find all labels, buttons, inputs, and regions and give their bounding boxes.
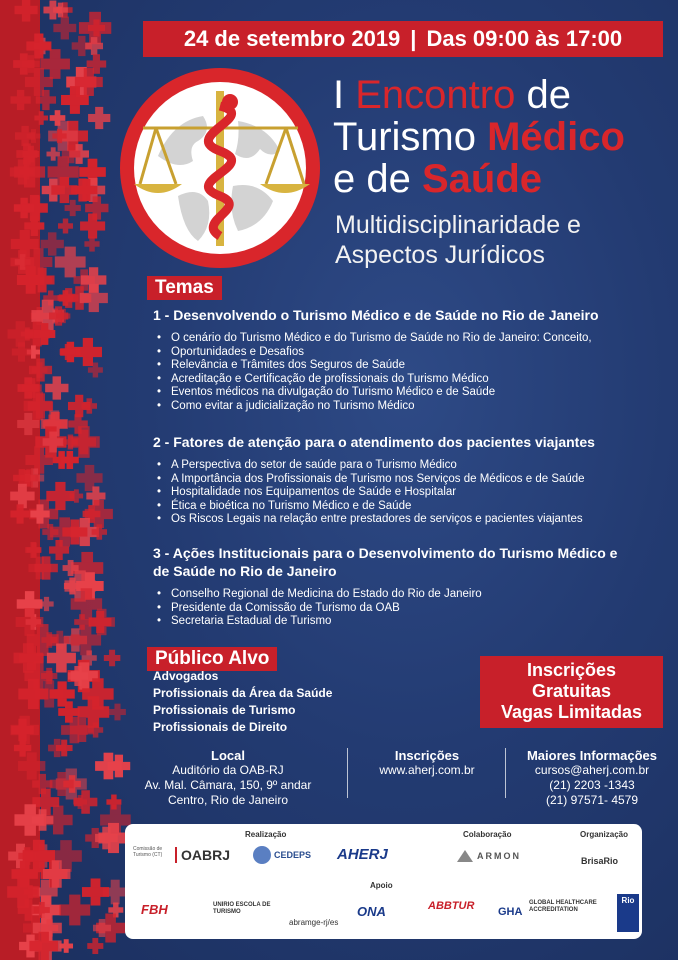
info-mais [512, 748, 672, 808]
cedeps-logo [253, 846, 311, 864]
date-separator: | [410, 26, 417, 51]
date-banner [143, 21, 663, 57]
cross-icon [39, 597, 53, 611]
info-mais-phone: (21) 2203 -1343 [549, 778, 635, 792]
topic-3-item: • Presidente da Comissão de Turismo da OAB [171, 602, 653, 616]
cross-icon [109, 704, 126, 721]
info-inscricoes-link[interactable]: www.aherj.com.br [379, 763, 475, 777]
topic-1-item: • O cenário do Turismo Médico e do Turismo de Saúde no Rio de Janeiro: Conceito, [171, 332, 653, 346]
topic-1-item: • Como evitar a judicialização no Turismo Médico [171, 400, 653, 414]
cross-icon [84, 236, 99, 251]
gha-text: GLOBAL HEALTHCARE ACCREDITATION [529, 900, 597, 913]
registration-box [480, 656, 663, 728]
oabrj-logo-text: OABRJ [181, 847, 231, 863]
cross-icon [80, 213, 105, 238]
caduceus-scales-emblem [118, 66, 323, 271]
abbtur-logo: ABBTUR [428, 900, 475, 912]
info-local-head: Local [211, 748, 245, 763]
topic-1-heading: 1 - Desenvolvendo o Turismo Médico e de Saúde no Rio de Janeiro [153, 307, 599, 323]
info-divider [505, 748, 506, 798]
title-encontro: Encontro [355, 73, 516, 117]
temas-label: Temas [147, 276, 222, 300]
subtitle-line-1: Multidisciplinaridade e [335, 211, 581, 239]
info-divider [347, 748, 348, 798]
topic-2-item: • A Perspectiva do setor de saúde para o Turismo Médico [171, 459, 653, 473]
unirio-logo: UNIRIO ESCOLA DE TURISMO [213, 902, 271, 915]
topic-2-item: • A Importância dos Profissionais de Turismo nos Serviços de Médicos e de Saúde [171, 473, 653, 487]
topic-3-item: • Conselho Regional de Medicina do Estado do Rio de Janeiro [171, 588, 653, 602]
aherj-logo: AHERJ [337, 846, 388, 863]
info-mais-email[interactable]: cursos@aherj.com.br [534, 763, 650, 777]
cross-icon [59, 895, 90, 926]
title-roman: I [333, 73, 345, 117]
cross-icon [53, 17, 76, 40]
event-subtitle [335, 210, 675, 270]
info-mais-head: Maiores Informações [526, 748, 658, 763]
topic-2 [153, 433, 653, 527]
rio-logo: Rio [617, 894, 639, 932]
registration-line: Inscrições [526, 660, 617, 680]
topic-1-item: • Acreditação e Certificação de profissionais do Turismo Médico [171, 373, 653, 387]
cedeps-symbol-icon [253, 846, 271, 864]
event-date: 24 de setembro 2019 [183, 26, 401, 51]
audience-list [153, 668, 403, 736]
cross-icon [45, 376, 68, 399]
event-time: Das 09:00 às 17:00 [426, 26, 623, 51]
cross-icon [82, 878, 109, 905]
info-inscricoes-head: Inscrições [394, 748, 460, 763]
title-saude: Saúde [421, 157, 543, 201]
audience-item: Profissionais de Turismo [153, 703, 296, 717]
title-turismo: Turismo [333, 115, 476, 159]
info-local-line: Centro, Rio de Janeiro [167, 793, 289, 807]
gha-logo: GHA [498, 906, 523, 918]
topic-2-heading: 2 - Fatores de atenção para o atendimento dos pacientes viajantes [153, 434, 595, 450]
colaboracao-label: Colaboração [463, 830, 512, 839]
info-local-line: Av. Mal. Câmara, 150, 9º andar [144, 778, 312, 792]
title-e-de: e de [333, 157, 411, 201]
audience-item: Profissionais de Direito [153, 720, 288, 734]
info-local-line: Auditório da OAB-RJ [172, 763, 284, 777]
oab-commission-logo: Comissão de Turismo (CT) [133, 846, 163, 858]
topic-2-item: • Hospitalidade nos Equipamentos de Saúde e Hospitalar [171, 486, 653, 500]
topic-1-item: • Relevância e Trâmites dos Seguros de Saúde [171, 359, 653, 373]
cross-icon [58, 219, 73, 234]
abramge-logo: abramge-rj/es [289, 918, 339, 927]
topic-2-item: • Os Riscos Legais na relação entre prestadores de serviços e pacientes viajantes [171, 513, 653, 527]
topic-1-item: • Oportunidades e Desafios [171, 346, 653, 360]
oabrj-logo [175, 847, 230, 863]
title-medico: Médico [487, 115, 625, 159]
topic-2-item: • Ética e bioética no Turismo Médico e de Saúde [171, 500, 653, 514]
audience-item: Advogados [153, 669, 219, 683]
event-title [333, 74, 673, 200]
subtitle-line-2: Aspectos Jurídicos [335, 241, 545, 269]
title-de: de [526, 73, 571, 117]
cross-icon [87, 938, 103, 954]
cross-icon [82, 398, 97, 413]
cross-icon [104, 650, 121, 667]
brisario-logo: BrisaRio [581, 856, 619, 866]
info-inscricoes [352, 748, 502, 778]
cross-icon [46, 482, 74, 510]
apoio-label: Apoio [370, 881, 393, 890]
info-local [128, 748, 328, 808]
armon-logo [457, 850, 521, 862]
audience-item: Profissionais da Área da Saúde [153, 686, 333, 700]
topic-3-item: • Secretaria Estadual de Turismo [171, 615, 653, 629]
topic-3-heading-line-2: de Saúde no Rio de Janeiro [153, 563, 337, 579]
ona-logo: ONA [357, 904, 386, 919]
publico-alvo-label: Público Alvo [147, 647, 277, 671]
topic-3 [153, 544, 653, 629]
topic-1 [153, 306, 653, 413]
organizacao-label: Organização [580, 830, 629, 839]
armon-logo-text: ARMON [477, 851, 521, 861]
registration-line: Gratuitas [531, 681, 612, 701]
topic-1-item: • Eventos médicos na divulgação do Turismo Médico e de Saúde [171, 386, 653, 400]
armon-triangle-icon [457, 850, 473, 862]
cross-icon [41, 232, 64, 255]
cross-icon [88, 107, 110, 129]
cross-icon [89, 609, 115, 635]
realizacao-label: Realização [245, 830, 287, 839]
sponsors-panel [125, 824, 642, 939]
info-mais-phone: (21) 97571- 4579 [545, 793, 639, 807]
cedeps-logo-text: CEDEPS [274, 850, 312, 860]
topic-3-heading-line-1: 3 - Ações Institucionais para o Desenvolvimento do Turismo Médico e [153, 545, 618, 561]
fbh-logo: FBH [141, 902, 168, 917]
registration-line: Vagas Limitadas [500, 702, 643, 722]
